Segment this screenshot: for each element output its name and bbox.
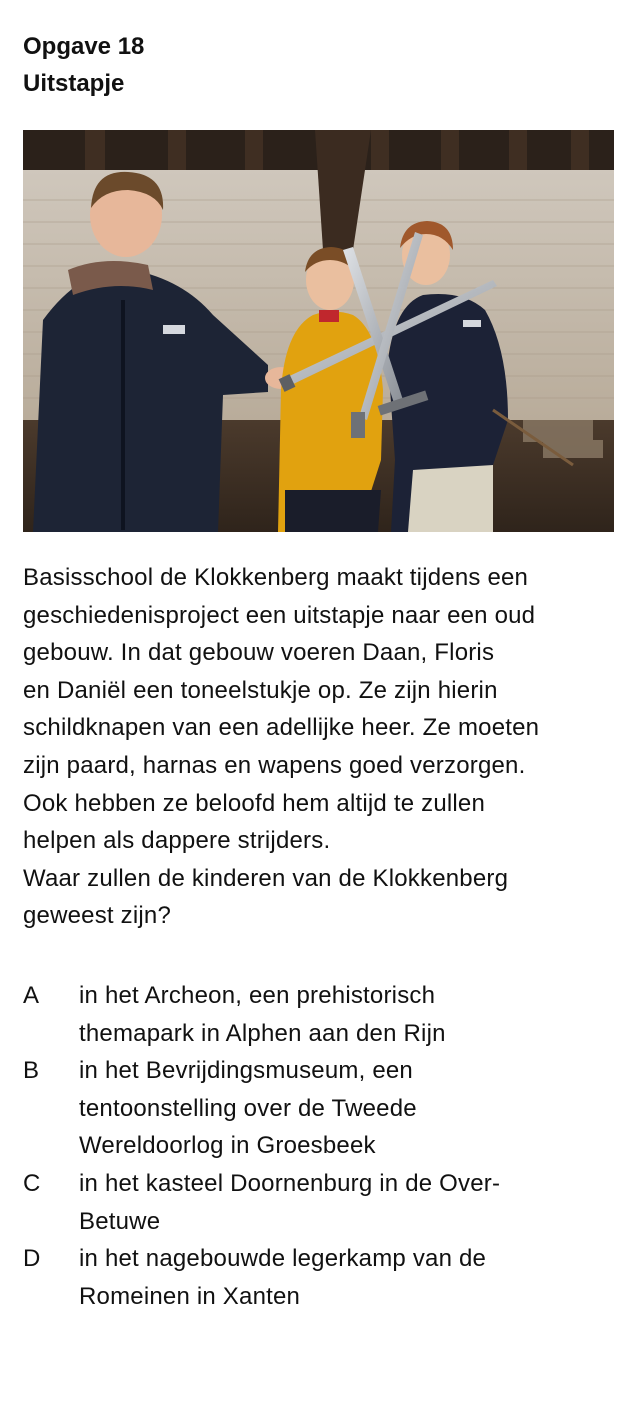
question-line: gebouw. In dat gebouw voeren Daan, Floris bbox=[23, 639, 495, 667]
option-text-line: in het Bevrijdingsmuseum, een bbox=[79, 1057, 413, 1085]
answer-option-c[interactable] bbox=[23, 1165, 623, 1240]
option-text-line: Wereldoorlog in Groesbeek bbox=[79, 1132, 376, 1160]
question-line: schildknapen van een adellijke heer. Ze moeten bbox=[23, 714, 540, 742]
option-text-line: themapark in Alphen aan den Rijn bbox=[79, 1019, 446, 1047]
option-text-line: in het kasteel Doornenburg in de Over- bbox=[79, 1169, 501, 1197]
question-line: Basisschool de Klokkenberg maakt tijdens een bbox=[23, 564, 529, 591]
question-text bbox=[23, 559, 623, 935]
answer-option-b[interactable] bbox=[23, 1052, 623, 1165]
answer-options bbox=[23, 977, 623, 1315]
question-line: helpen als dappere strijders. bbox=[23, 827, 331, 855]
question-line: geschiedenisproject een uitstapje naar een oud bbox=[23, 601, 536, 629]
question-line: Waar zullen de kinderen van de Klokkenberg bbox=[23, 864, 509, 892]
option-text-line: Romeinen in Xanten bbox=[79, 1282, 301, 1310]
option-letter: B bbox=[23, 1057, 40, 1085]
option-letter: D bbox=[23, 1245, 41, 1273]
exercise-title: Uitstapje bbox=[23, 70, 125, 97]
option-letter: C bbox=[23, 1169, 41, 1197]
option-text-line: Betuwe bbox=[79, 1207, 161, 1235]
option-text-line: in het nagebouwde legerkamp van de bbox=[79, 1245, 487, 1273]
answer-option-a[interactable] bbox=[23, 977, 623, 1052]
question-line: geweest zijn? bbox=[23, 902, 172, 930]
option-letter: A bbox=[23, 982, 40, 1009]
question-line: en Daniël een toneelstukje op. Ze zijn hierin bbox=[23, 676, 498, 704]
exercise-heading bbox=[23, 28, 144, 102]
question-line: Ook hebben ze beloofd hem altijd te zullen bbox=[23, 789, 486, 817]
option-text-line: tentoonstelling over de Tweede bbox=[79, 1094, 417, 1122]
option-text-line: in het Archeon, een prehistorisch bbox=[79, 982, 436, 1009]
exercise-number: Opgave 18 bbox=[23, 33, 145, 60]
question-line: zijn paard, harnas en wapens goed verzorgen. bbox=[23, 751, 526, 779]
answer-option-d[interactable] bbox=[23, 1240, 623, 1315]
photo-three-boys-with-swords bbox=[23, 130, 614, 532]
